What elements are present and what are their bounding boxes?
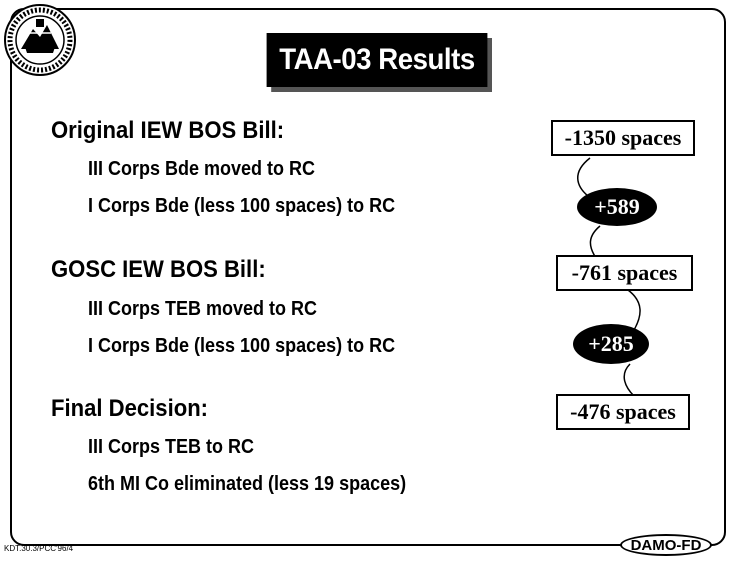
section-heading-final: Final Decision: bbox=[51, 395, 209, 422]
spaces-box-final: -476 spaces bbox=[556, 394, 690, 430]
footer-badge: DAMO-FD bbox=[620, 534, 712, 556]
section-item: III Corps Bde moved to RC bbox=[88, 158, 316, 180]
page-title: TAA-03 Results bbox=[267, 33, 488, 87]
adjustment-oval-589: +589 bbox=[577, 188, 657, 226]
section-item: III Corps TEB to RC bbox=[88, 436, 255, 458]
section-heading-gosc: GOSC IEW BOS Bill: bbox=[51, 256, 266, 283]
footer-code: KDT.30.3/PCC'96/4 bbox=[4, 544, 74, 553]
section-item: I Corps Bde (less 100 spaces) to RC bbox=[88, 335, 396, 357]
section-item: I Corps Bde (less 100 spaces) to RC bbox=[88, 195, 396, 217]
section-item: 6th MI Co eliminated (less 19 spaces) bbox=[88, 473, 407, 495]
section-heading-original: Original IEW BOS Bill: bbox=[51, 117, 285, 144]
adjustment-oval-285: +285 bbox=[573, 324, 649, 364]
section-item: III Corps TEB moved to RC bbox=[88, 298, 318, 320]
spaces-box-original: -1350 spaces bbox=[551, 120, 695, 156]
spaces-box-gosc: -761 spaces bbox=[556, 255, 693, 291]
